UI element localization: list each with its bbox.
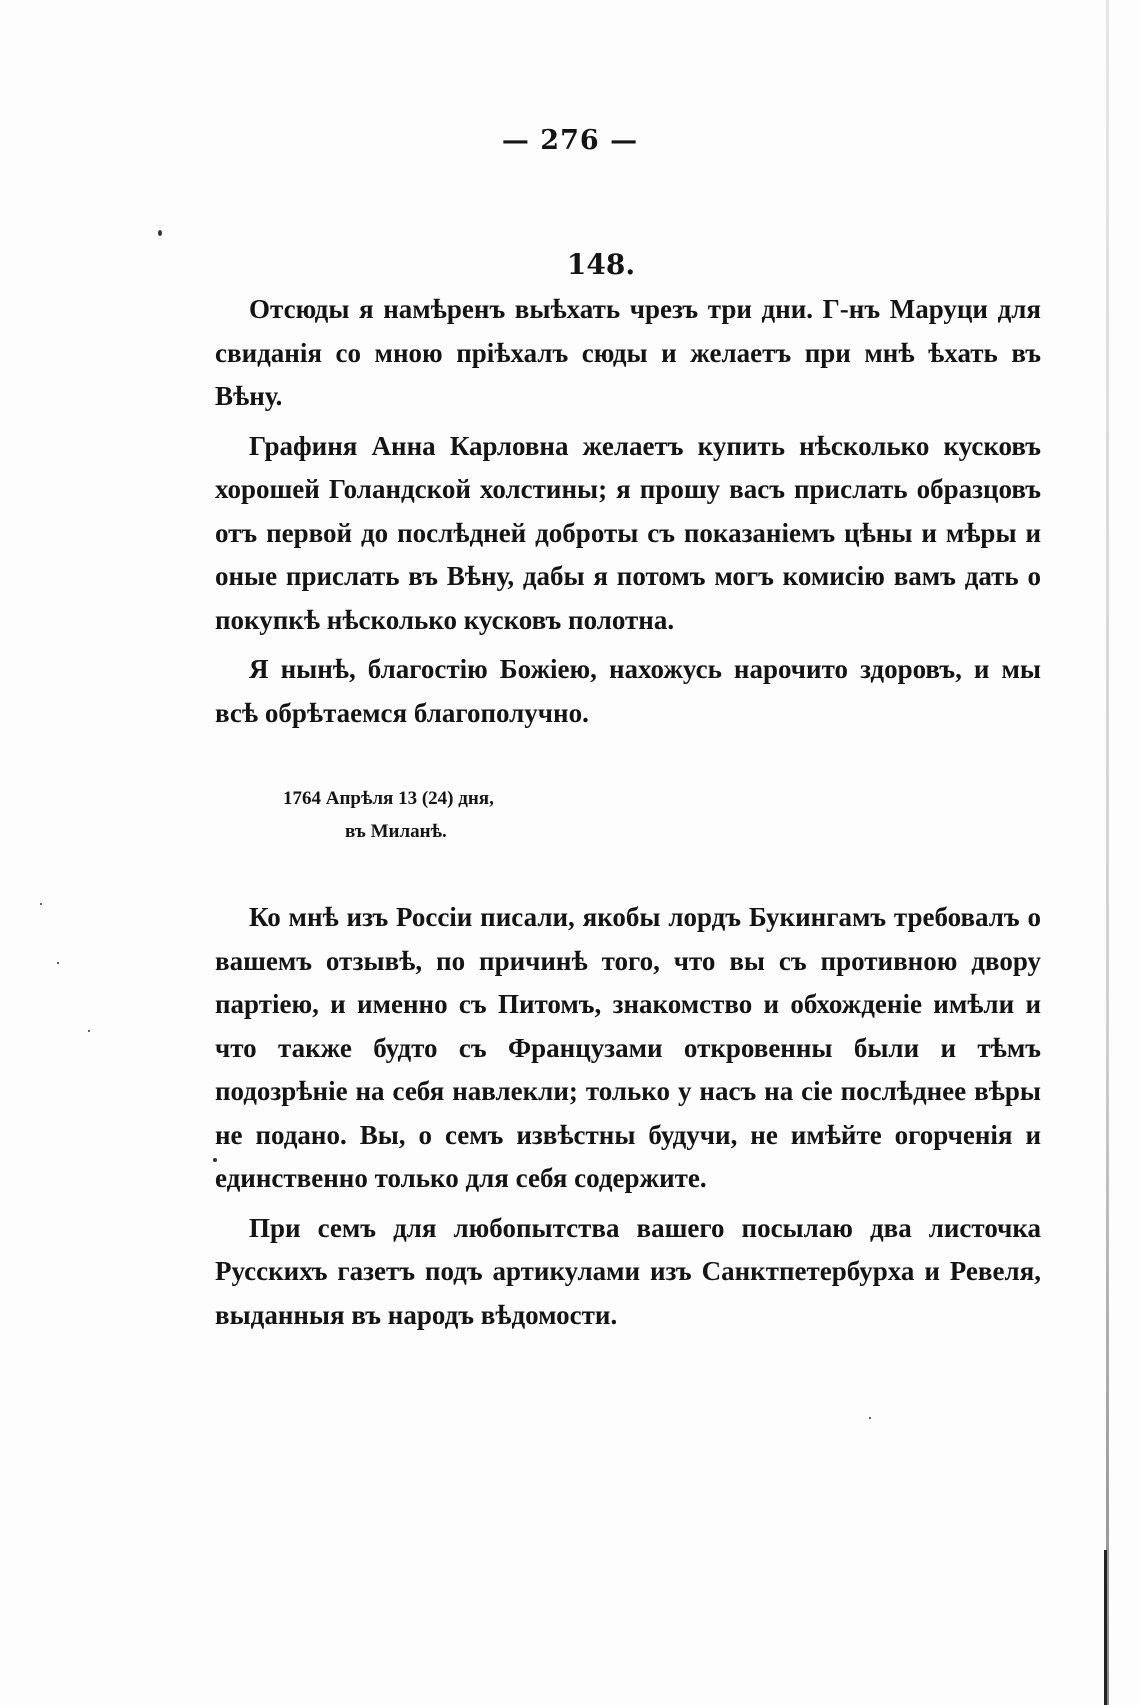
place-line: въ Миланѣ. (345, 821, 447, 842)
scan-speck (57, 962, 59, 964)
postscript-paragraph: При семъ для любопытства вашего посылаю два листочка Русскихъ газетъ подъ артикулами изъ Санктпетербурха и Ревеля, выданныя въ народъ вѣдомости. (215, 1212, 1041, 1330)
letter-paragraph: Отсюды я намѣренъ выѣхать чрезъ три дни. Г-нъ Маруци для свиданія со мною пріѣхалъ сюды и желаетъ при мнѣ ѣхать въ Вѣну. (215, 294, 1041, 411)
page-edge-shadow (1104, 1550, 1107, 1705)
letter-number: 148. (566, 248, 636, 281)
letter-paragraph: Я нынѣ, благостію Божіею, нахожусь нарочито здоровъ, и мы всѣ обрѣтаемся благополучно. (215, 654, 1041, 728)
scan-speck (869, 1417, 871, 1419)
scan-speck (40, 903, 42, 905)
scan-speck (213, 1158, 217, 1162)
letter-paragraph: Графиня Анна Карловна желаетъ купить нѣсколько кусковъ хорошей Голандской холстины; я прошу васъ прислать образцовъ отъ первой до послѣдней доброты съ показаніемъ цѣны и мѣры и оные прислать въ Вѣну, дабы я потомъ могъ комисію вамъ дать о покупкѣ нѣсколько кусковъ полотна. (215, 430, 1041, 635)
letter-dateline (283, 782, 494, 848)
scan-speck (88, 1030, 90, 1032)
postscript-paragraph: Ко мнѣ изъ Россіи писали, якобы лордъ Букингамъ требовалъ о вашемъ отзывѣ, по причинѣ того, что вы съ противною двору партіею, и именно съ Питомъ, знакомство и обхожденіе имѣли и что также будто съ Французами откровенны были и тѣмъ подозрѣніе на себя навлекли; только у насъ на сіе послѣднее вѣры не подано. Вы, о семъ извѣстны будучи, не имѣйте огорченія и единственно только для себя содержите. (215, 902, 1041, 1193)
date-line: 1764 Апрѣля 13 (24) дня, (283, 788, 494, 809)
page-number: — 276 — (501, 125, 639, 156)
letter-body (215, 288, 1041, 741)
postscript-body (215, 896, 1041, 1343)
scan-speck (158, 230, 162, 236)
